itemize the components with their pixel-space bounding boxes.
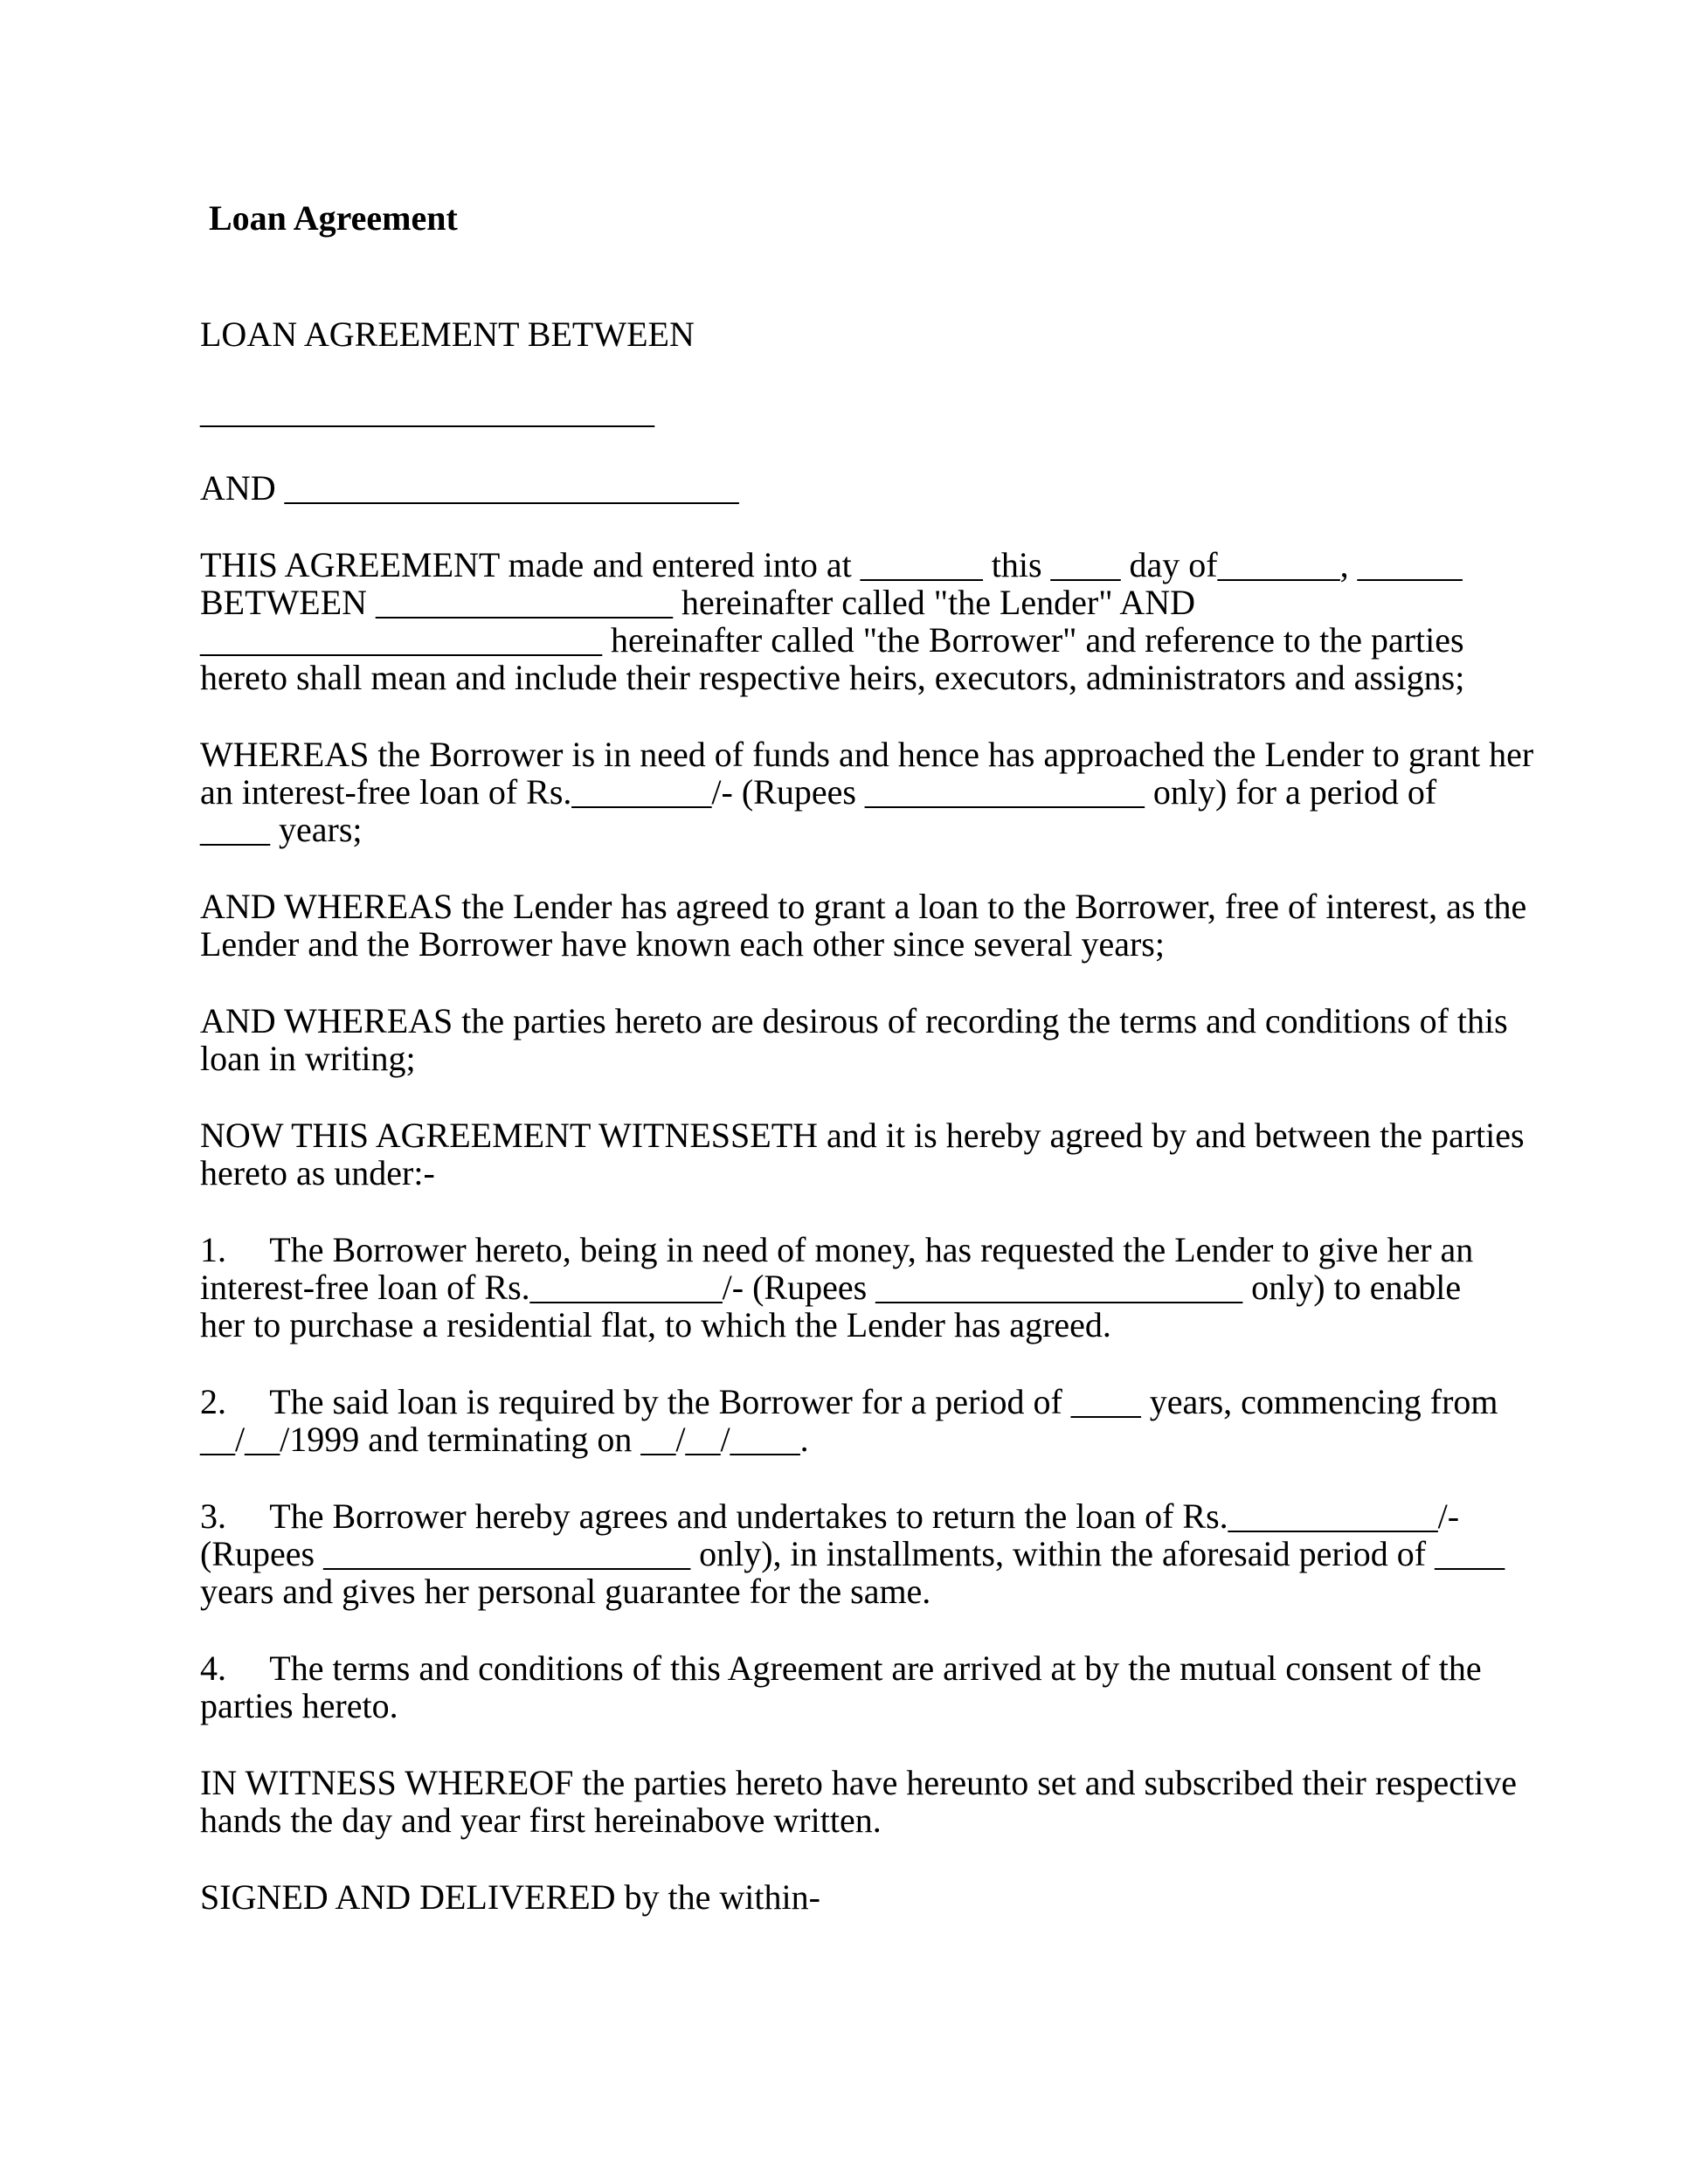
signed-delivered-line-block [200, 1878, 1493, 1916]
intro-paragraph [200, 546, 1493, 696]
clause-line: 4. The terms and conditions of this Agreement are arrived at by the mutual consent of the [200, 1648, 1482, 1688]
borrower-name-blank: AND __________________________ [200, 468, 739, 508]
clause-line: her to purchase a residential flat, to which the Lender has agreed. [200, 1305, 1111, 1344]
paragraph-line: _______________________ hereinafter called "the Borrower" and reference to the parties [200, 620, 1464, 660]
paragraph-line: ____ years; [200, 810, 363, 849]
clause-line: years and gives her personal guarantee for the same. [200, 1572, 931, 1611]
signed-delivered-line: SIGNED AND DELIVERED by the within- [200, 1877, 820, 1917]
paragraph-line: WHEREAS the Borrower is in need of funds and hence has approached the Lender to grant her [200, 735, 1534, 774]
clause-line: 1. The Borrower hereto, being in need of money, has requested the Lender to give her an [200, 1230, 1474, 1269]
paragraph-line: AND WHEREAS the Lender has agreed to grant a loan to the Borrower, free of interest, as the [200, 887, 1527, 926]
paragraph-line: AND WHEREAS the parties hereto are desirous of recording the terms and conditions of this [200, 1001, 1508, 1040]
paragraph-line: IN WITNESS WHEREOF the parties hereto have hereunto set and subscribed their respective [200, 1763, 1517, 1802]
clause-line: parties hereto. [200, 1686, 398, 1725]
clause-line: interest-free loan of Rs.___________/- (Rupees _____________________ only) to enable [200, 1268, 1462, 1307]
whereas-paragraph-3 [200, 1001, 1508, 1078]
paragraph-line: Lender and the Borrower have known each other since several years; [200, 924, 1165, 964]
paragraph-line: an interest-free loan of Rs.________/- (Rupees ________________ only) for a period of [200, 772, 1437, 812]
agreement-heading-block [200, 315, 1493, 353]
clause-line: 2. The said loan is required by the Borrower for a period of ____ years, commencing from [200, 1382, 1498, 1421]
paragraph-line: loan in writing; [200, 1039, 416, 1078]
paragraph-line: hereto as under:- [200, 1153, 435, 1192]
agreement-heading: LOAN AGREEMENT BETWEEN [200, 314, 695, 354]
clause-line: 3. The Borrower hereby agrees and undertakes to return the loan of Rs.____________/- [200, 1496, 1460, 1536]
document-page [200, 198, 1534, 1955]
witnesseth-paragraph [200, 1116, 1525, 1192]
clause-line: __/__/1999 and terminating on __/__/____. [200, 1420, 809, 1459]
paragraph-line: hereto shall mean and include their respective heirs, executors, administrators and assigns; [200, 658, 1465, 697]
clause-1 [200, 1231, 1493, 1344]
clause-4 [200, 1649, 1493, 1724]
paragraph-line: BETWEEN _________________ hereinafter called "the Lender" AND [200, 583, 1195, 622]
whereas-paragraph-1 [200, 735, 1534, 849]
document-title-block [200, 199, 1493, 237]
document-title: Loan Agreement [209, 198, 458, 238]
paragraph-line: THIS AGREEMENT made and entered into at _______ this ____ day of_______, ______ [200, 545, 1463, 584]
borrower-name-blank-block [200, 469, 1493, 507]
clause-3 [200, 1496, 1505, 1611]
clause-line: (Rupees _____________________ only), in installments, within the aforesaid period of ____ [200, 1534, 1505, 1573]
clause-2 [200, 1382, 1498, 1459]
lender-name-blank: __________________________ [200, 391, 654, 431]
paragraph-line: NOW THIS AGREEMENT WITNESSETH and it is hereby agreed by and between the parties [200, 1116, 1525, 1155]
lender-name-blank-block [200, 392, 1493, 430]
paragraph-line: hands the day and year first hereinabove written. [200, 1800, 882, 1840]
whereas-paragraph-2 [200, 887, 1527, 964]
witness-whereof-paragraph [200, 1763, 1517, 1840]
